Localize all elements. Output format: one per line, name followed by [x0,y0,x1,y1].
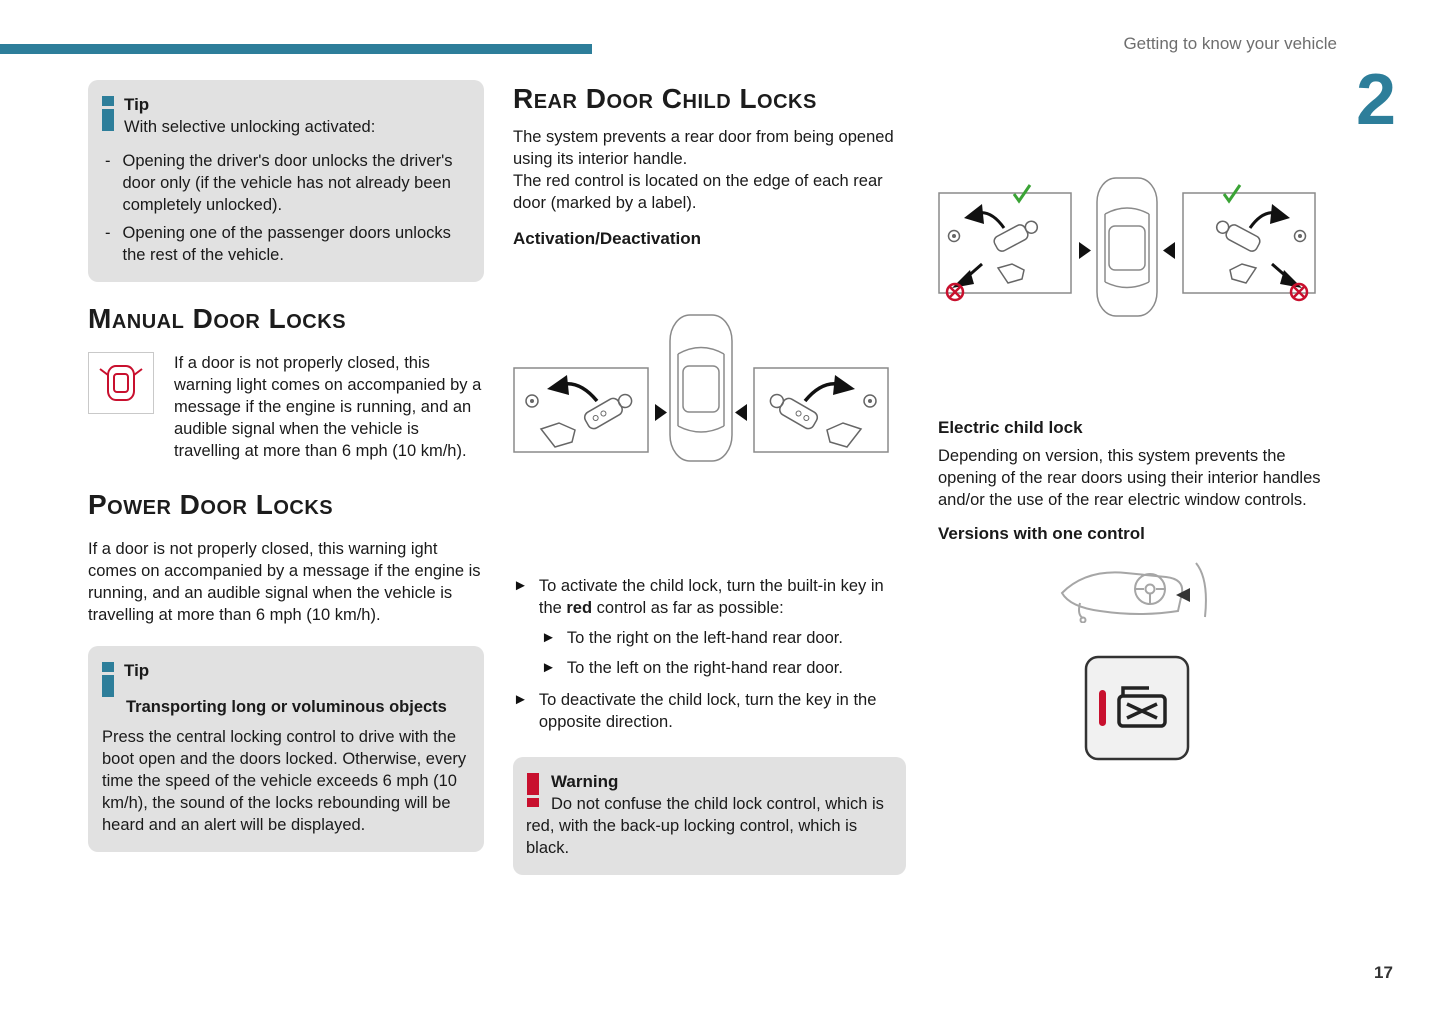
chapter-number: 2 [1356,60,1397,140]
red-indicator [1099,690,1106,726]
page-header: Getting to know your vehicle [1123,34,1337,53]
tip-bullet-text: Opening one of the passenger doors unlocks the rest of the vehicle. [122,224,451,264]
tip-label: Tip [124,95,150,114]
tip-bullet-text: Opening the driver's door unlocks the driver's door only (if the vehicle has not already been completely unlocked). [122,152,453,214]
bullet-arrow-icon: ► [541,629,556,646]
info-icon [102,662,114,697]
warning-box [513,757,906,875]
bullet-deactivate [513,689,906,733]
middle-column [513,80,906,875]
bullet-deactivate-text: To deactivate the child lock, turn the key in the opposite direction. [538,691,877,731]
electric-child-lock-text: Depending on version, this system prevents the opening of the rear doors using their interior handles and/or the use of the rear electric window controls. [938,447,1321,509]
dash-bullet-icon: - [105,152,111,170]
manual-door-locks-block [88,352,484,462]
activation-subheading: Activation/Deactivation [513,229,701,248]
activation-diagram [513,312,889,464]
list-item [102,222,468,266]
one-control-figure [1058,559,1331,628]
dash-bullet-icon: - [105,224,111,242]
left-column [88,80,484,852]
child-lock-button-illustration [1083,654,1191,762]
bullet-activate-text: To activate the child lock, turn the built-in key in the red control as far as possible: [538,577,884,617]
versions-heading: Versions with one control [938,524,1145,543]
warning-label: Warning [551,772,619,791]
tip-bullet-list [102,150,468,266]
child-lock-positions-figure [938,176,1331,323]
power-door-locks-text: If a door is not properly closed, this warning ight comes on accompanied by a message if the engine is running, and an audible signal when the vehicle is travelling at more than 6 mph (10 km/h). [88,540,481,624]
child-lock-positions-diagram [938,176,1316,318]
info-icon [102,96,114,131]
bullet-arrow-icon: ► [513,577,528,594]
section-title-rear-door-child-locks: Rear Door Child Locks [513,83,817,114]
electric-child-lock-heading: Electric child lock [938,418,1083,437]
section-title-power-door-locks: Power Door Locks [88,489,334,520]
tip-box-selective-unlocking [88,80,484,282]
red-emphasis: red [566,599,593,617]
bullet-arrow-icon: ► [541,659,556,676]
tip-subject-heading: Transporting long or voluminous objects [126,698,447,716]
manual-door-locks-text: If a door is not properly closed, this warning light comes on accompanied by a message if the engine is running, and an audible signal when the vehicle is travelling at more than 6 mph (10 km/h). [174,354,482,460]
child-lock-button-figure [1083,654,1331,767]
tip-intro: With selective unlocking activated: [124,118,376,136]
door-open-warning-light-icon [88,352,154,414]
list-item [102,150,468,216]
dashboard-steering-illustration [1058,559,1210,623]
bullet-activate [513,575,906,619]
tip-body-text: Press the central locking control to drive with the boot open and the doors locked. Otherwise, every time the speed of the vehicle exceeds 6 mph (10 km/h), the sound of the locks rebounding will be heard and an alert will be displayed. [102,728,467,834]
accent-bar [0,44,592,54]
section-title-manual-door-locks: Manual Door Locks [88,303,347,334]
warning-icon [527,773,539,807]
door-open-warning-light-svg [98,360,144,406]
child-locks-para-2: The red control is located on the edge of each rear door (marked by a label). [513,172,883,212]
tip-box-transporting [88,646,484,852]
bullet-text: To the right on the left-hand rear door. [566,629,843,647]
bullet-arrow-icon: ► [513,691,528,708]
tip-label: Tip [124,661,150,680]
activation-diagram-figure [513,312,906,469]
bullet-text: To the left on the right-hand rear door. [566,659,843,677]
warning-text: Do not confuse the child lock control, which is red, with the back-up locking control, which is black. [526,795,884,857]
bullet-left-right-door [541,657,906,679]
right-column [938,80,1331,767]
bullet-right-left-door [541,627,906,649]
page-number: 17 [1374,963,1393,982]
child-locks-para-1: The system prevents a rear door from being opened using its interior handle. [513,128,894,168]
